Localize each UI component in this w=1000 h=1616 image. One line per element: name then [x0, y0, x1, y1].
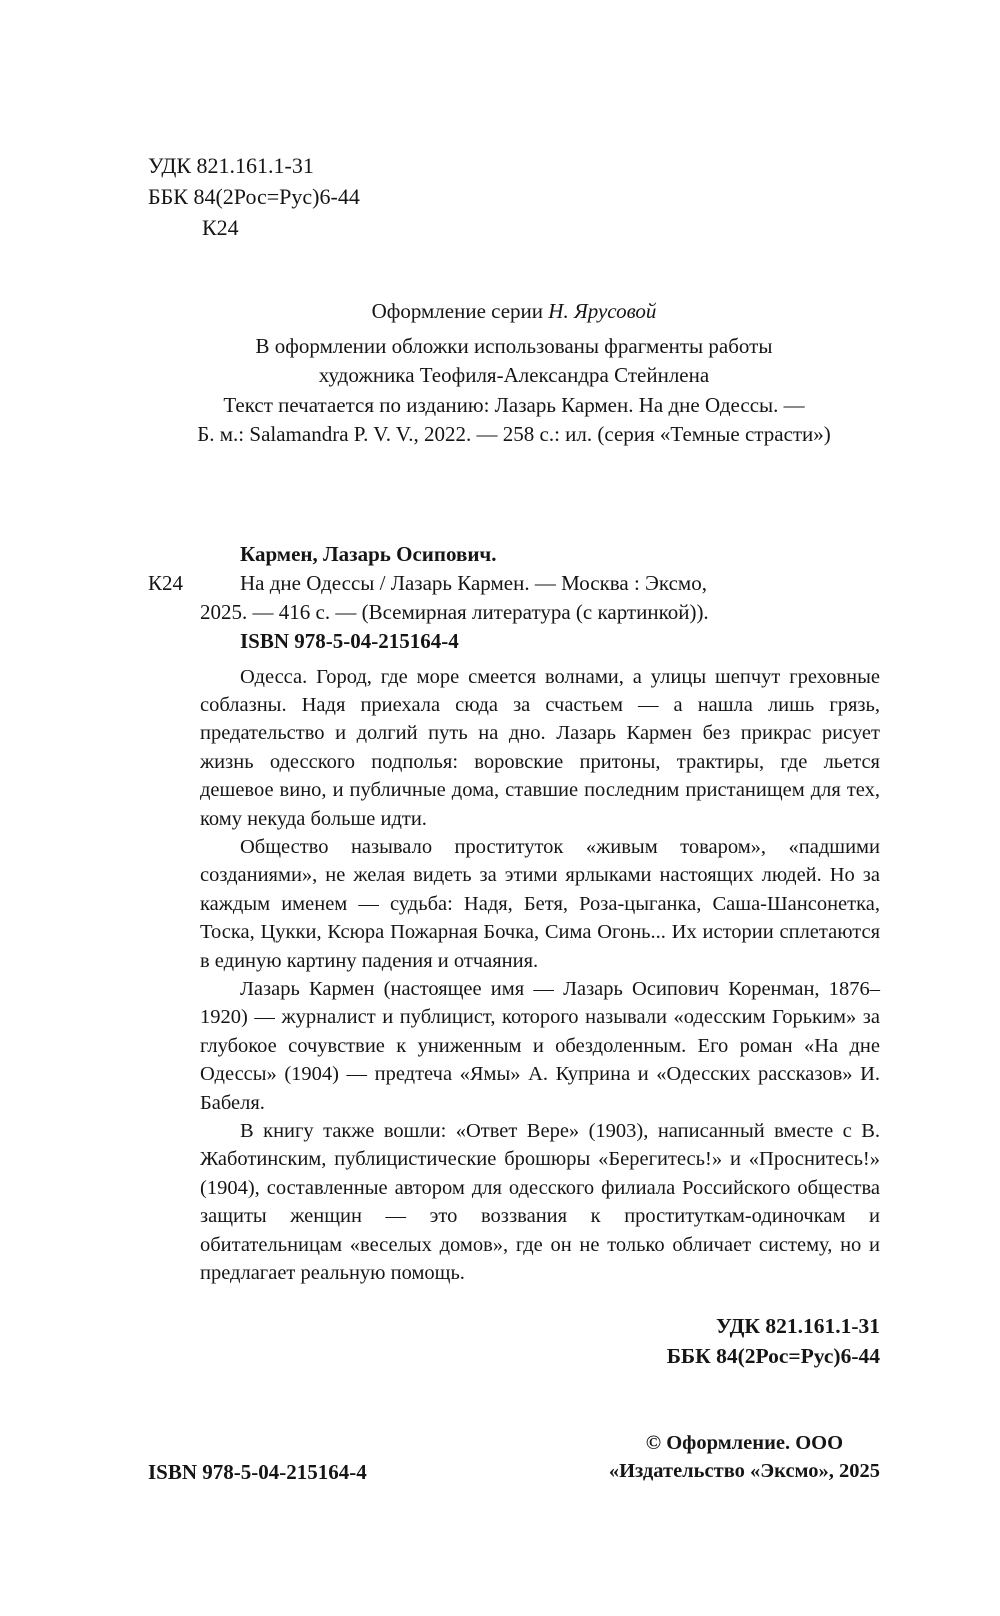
edition-info-block	[148, 297, 880, 450]
cover-credit-line2: художника Теофиля-Александра Стейнлена	[318, 363, 710, 387]
catalog-card-title-line2: 2025. — 416 с. — (Всемирная литература (с картинкой)).	[200, 599, 709, 624]
footer-block	[148, 1429, 880, 1485]
annotation-paragraph: Одесса. Город, где море смеется волнами, а улицы шепчут греховные соблазны. Надя приехала сюда за счастьем — а нашла лишь грязь, предательство и долгий путь на дно. Лазарь Кармен без прикрас рисует жизнь одесского подполья: воровские притоны, трактиры, где льется дешевое вино, и публичные дома, ставшие последним пристанищем для тех, кому некуда больше идти.	[200, 665, 880, 830]
catalog-card-isbn: ISBN 978-5-04-215164-4	[240, 628, 459, 653]
udk-top: УДК 821.161.1-31	[148, 153, 314, 178]
series-design-prefix: Оформление серии	[371, 299, 549, 323]
footer-copyright-line1: © Оформление. ООО	[645, 1432, 844, 1455]
author-sign-card: К24	[148, 570, 184, 595]
source-edition-line2: Б. м.: Salamandra P. V. V., 2022. — 258 с.: ил. (серия «Темные страсти»)	[197, 422, 831, 446]
author-sign-top: К24	[202, 215, 239, 240]
catalog-card	[148, 540, 880, 656]
udk-bottom: УДК 821.161.1-31	[715, 1314, 880, 1339]
annotation-paragraph: В книгу также вошли: «Ответ Вере» (1903), написанный вместе с В. Жаботинским, публицистические брошюры «Берегитесь!» и «Проснитесь!» (1904), составленные автором для одесского филиала Российского общества защиты женщин — это воззвания к проституткам-одиночкам и обитательницам «веселых домов», где он не только обличает систему, но и предлагает реальную помощь.	[200, 1120, 880, 1285]
footer-copyright	[609, 1429, 880, 1485]
cover-credit-line1: В оформлении обложки использованы фрагменты работы	[255, 333, 773, 358]
series-designer-name: Н. Ярусовой	[548, 299, 657, 323]
annotation-paragraph: Общество называло проституток «живым товаром», «падшими созданиями», не желая видеть за этими ярлыками настоящих людей. Но за каждым именем — судьба: Надя, Бетя, Роза-цыганка, Саша-Шансонетка, Тоска, Цукки, Ксюра Пожарная Бочка, Сима Огонь... Их истории сплетаются в единую картину падения и отчаяния.	[200, 835, 880, 972]
series-design-line	[148, 297, 880, 327]
source-edition-line1: Текст печатается по изданию: Лазарь Кармен. На дне Одессы. —	[223, 392, 805, 417]
footer-isbn: ISBN 978-5-04-215164-4	[148, 1460, 367, 1485]
bottom-codes-block	[148, 1311, 880, 1371]
bbk-bottom: ББК 84(2Рос=Рус)6-44	[666, 1344, 880, 1369]
bbk-top: ББК 84(2Рос=Рус)6-44	[148, 184, 360, 209]
annotation-paragraph: Лазарь Кармен (настоящее имя — Лазарь Осипович Коренман, 1876–1920) — журналист и публицист, которого называли «одесским Горьким» за глубокое сочувствие к униженным и обездоленным. Его роман «На дне Одессы» (1904) — предтеча «Ямы» А. Куприна и «Одесских рассказов» И. Бабеля.	[200, 977, 880, 1114]
catalog-card-title-line1: На дне Одессы / Лазарь Кармен. — Москва : Эксмо,	[240, 570, 707, 595]
top-codes-block	[148, 150, 880, 243]
catalog-card-author: Кармен, Лазарь Осипович.	[240, 541, 497, 566]
footer-copyright-line2: «Издательство «Эксмо», 2025	[608, 1460, 880, 1483]
annotation-block	[200, 663, 880, 1288]
